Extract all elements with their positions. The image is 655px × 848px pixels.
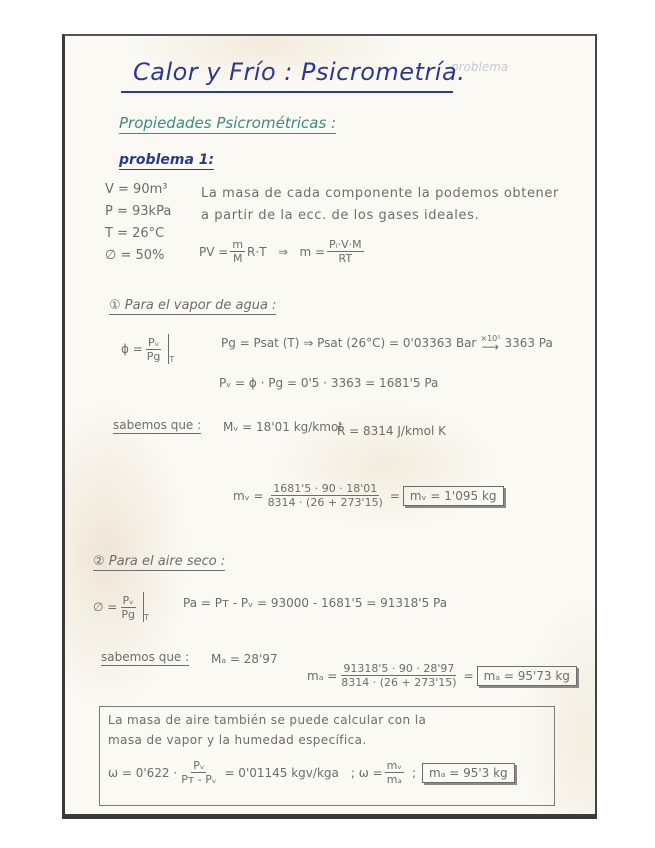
notebook-page (62, 34, 597, 814)
section-1-heading: ① Para el vapor de agua : (109, 298, 277, 313)
omega-value: = 0'01145 kgv/kga (224, 765, 339, 780)
fraction-vapor-mass (266, 482, 385, 509)
frac-den: 8314 · (26 + 273'15) (267, 496, 383, 509)
frac-num: 1681'5 · 90 · 18'01 (273, 482, 378, 495)
frac-num: mᵥ (386, 759, 402, 772)
relative-humidity-definition-2 (93, 592, 149, 622)
eq-mid: R·T ⇒ m = (247, 244, 326, 259)
air-molar-mass: Mₐ = 28'97 (211, 652, 278, 666)
fraction-pv-over-pg (119, 594, 137, 621)
frac-num: Pᵥ (147, 335, 160, 349)
frac-num: Pᵥ (193, 759, 205, 772)
frac-num: Pᵥ (122, 593, 134, 607)
right-arrow-icon: ⟶ (481, 340, 499, 354)
frac-num: m (232, 238, 244, 251)
fraction-m-over-M (230, 238, 245, 265)
air-mass-calculation (307, 662, 577, 689)
separator: ; (411, 765, 416, 780)
frac-den: RT (338, 252, 353, 265)
pg-equation: Pg = Psat (T) ⇒ Psat (26°C) = 0'03363 Bar (221, 335, 477, 350)
section-2-heading: ② Para el aire seco : (93, 554, 226, 569)
air-mass-result-box: mₐ = 95'73 kg (477, 666, 577, 686)
omega-def-lhs: ; ω = (350, 765, 383, 780)
equals-sign: = (389, 488, 400, 503)
section-heading: Propiedades Psicrométricas : (119, 114, 337, 132)
frac-den: Pg (121, 607, 135, 621)
fraction-mv-over-ma (385, 759, 404, 786)
pg-result: 3363 Pa (504, 335, 553, 350)
vapor-mass-calculation (233, 482, 504, 509)
fraction-pv-over-pg (145, 336, 163, 363)
alternative-method-box (99, 706, 555, 806)
given-pressure: P = 93kPa (105, 204, 172, 219)
note-line-1: La masa de aire también se puede calcular con la (108, 713, 427, 727)
known-label-1: sabemos que : (113, 418, 202, 432)
title-underline (121, 91, 453, 93)
ma-lhs: mₐ = (307, 668, 338, 683)
air-mass-alt-result-box: mₐ = 95'3 kg (422, 763, 515, 783)
intro-line-1: La masa de cada componente la podemos obtener (201, 186, 559, 201)
equals-sign: = (463, 668, 474, 683)
problem-label: problema 1: (119, 152, 215, 168)
ideal-gas-equation (199, 238, 366, 265)
vapor-pressure-line: Pᵥ = ϕ · Pg = 0'5 · 3363 = 1681'5 Pa (219, 376, 439, 390)
frac-den: Pg (146, 349, 161, 363)
phi-lhs: ∅ = (93, 600, 118, 614)
frac-den: M (232, 252, 243, 265)
mv-lhs: mᵥ = (233, 488, 264, 503)
unit-conversion-arrow (480, 334, 501, 354)
known-label-2: sabemos que : (101, 650, 190, 664)
vapor-mass-result-box: mᵥ = 1'095 kg (403, 486, 504, 506)
specific-humidity-equation (108, 759, 515, 786)
fraction-pv-over-pt-minus-pv (179, 759, 218, 786)
eq-lhs: PV = (199, 244, 229, 259)
given-temperature: T = 26°C (105, 226, 165, 241)
given-humidity: ∅ = 50% (105, 248, 165, 263)
omega-lhs: ω = 0'622 · (108, 765, 178, 780)
frac-den: mₐ (386, 773, 402, 786)
frac-den: 8314 · (26 + 273'15) (341, 676, 457, 689)
fraction-air-mass (339, 662, 458, 689)
intro-line-2: a partir de la ecc. de los gases ideales. (201, 208, 480, 223)
page-title: Calor y Frío : Psicrometría. (133, 58, 466, 86)
vapor-molar-mass: Mᵥ = 18'01 kg/kmol (223, 420, 342, 434)
fraction-mass-formula (327, 238, 364, 265)
gas-constant: R̄ = 8314 J/kmol K (337, 424, 446, 438)
bleed-through-text: problema (451, 60, 509, 74)
arrow-label: ×10⁵ (480, 334, 501, 343)
subscript-t: T (143, 613, 149, 622)
saturation-pressure-line (221, 334, 553, 354)
subscript-t: T (169, 355, 175, 364)
relative-humidity-definition (121, 334, 174, 364)
given-volume: V = 90m³ (105, 182, 168, 197)
frac-num: 91318'5 · 90 · 28'97 (343, 662, 455, 675)
frac-den: Pᴛ - Pᵥ (181, 773, 217, 786)
frac-num: Pᵢ·V·M (329, 238, 362, 251)
dry-air-pressure-line: Pa = Pᴛ - Pᵥ = 93000 - 1681'5 = 91318'5 Pa (183, 596, 448, 610)
note-line-2: masa de vapor y la humedad específica. (108, 733, 367, 747)
phi-lhs: ϕ = (121, 342, 143, 356)
